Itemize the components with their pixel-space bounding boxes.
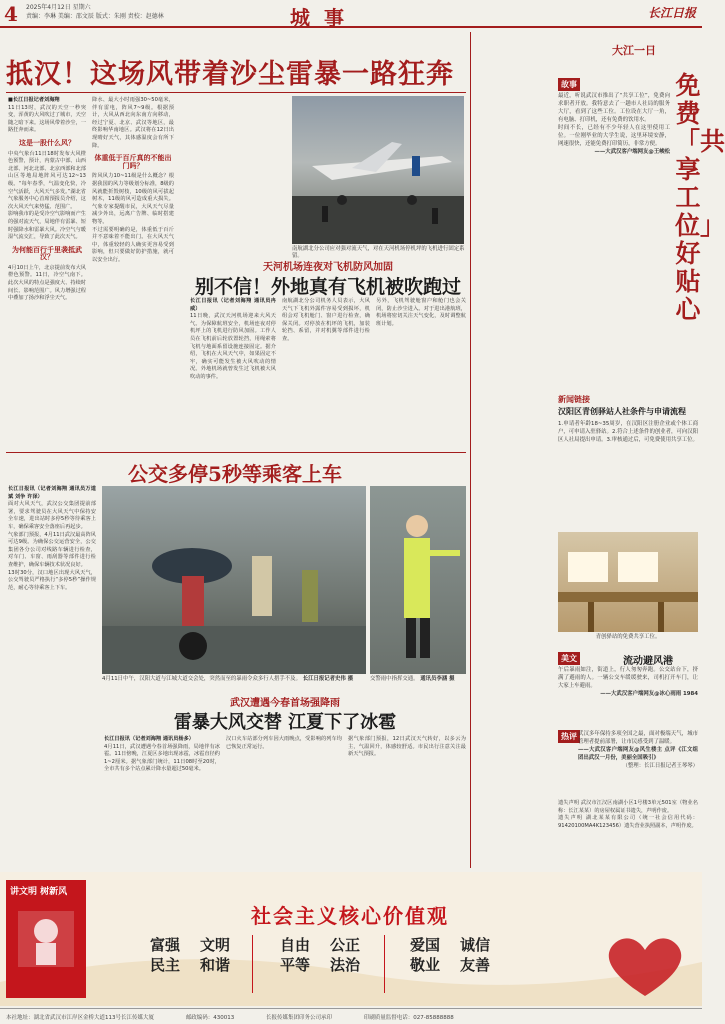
page-footer [0,1008,702,1024]
police-photo-credit: 通讯员李涵 摄 [420,676,455,682]
story4-col1 [104,736,220,846]
value-friendship: 友善 [459,956,490,974]
notice-tag: 新闻链接 [558,394,590,404]
main-headline: 抵汉！这场风带着沙尘雷暴一路狂奔 [6,59,454,90]
notice-lost-2: 遗失声明 湖北某某有限公司（统一社会信用代码：91420100MA4K123456）遗失营业执照副本，声明作废。 [558,815,698,829]
story3-col1 [8,486,96,846]
coworking-photo-caption: 青创驿站的免费共享工位。 [595,634,661,640]
rain-street-photo [102,486,366,674]
body-paragraph-2: 影响我市的是受冷空气影响而产生的强对流天气，局地伴有雷暴、短时强降水和雷暴大风。冷空气与暖湿气流交汇，导致了此次天气。 [8,211,86,241]
story4-col3: 据气象部门预报，12日武汉天气转好，以多云为主，气温回升，体感较舒适。市民出行注意关注最新天气预报。 [348,736,466,758]
sidebar-body-1: 最近，听说武汉市推出了“共享工位”，免费向求职者开放。我特意去了一趟市人社局的服务大厅，看到了这些工位。工位设在大厅一角，有电脑、打印机，还有免费的饮用水。 [558,93,670,123]
story2-kicker: 天河机场连夜对飞机防风加固 [263,262,393,273]
story4-byline: 长江日报讯（记者刘海翔 通讯员杨多） [104,736,194,742]
body-paragraph-4: 降水、最大小时雨强30~50毫米，伴有雷电，阵风7~9级。根据预计，大风从西北向东南方向移动，经过宁夏、北京、武汉等地区，最终影响华南地区。武汉将在12日出现晴好天气，其体感温度会有所下降。 [92,97,174,149]
story4-col2: 汉口火车站部分列车因大雨晚点，受影响的列车均已恢复正常运行。 [226,736,342,750]
rain-photo-credit: 长江日报记者史伟 摄 [302,676,354,682]
civility-badge [6,880,86,998]
coworking-photo [558,532,698,632]
story2-col3: 另外，飞机驾驶舱窗户和舱门也会关闭，防止沙尘进入。对于进出港航班，机场将密切关注天气变化，及时调整航班计划。 [376,298,466,327]
notice-title: 汉阳区青创驿站人社条件与申请流程 [558,406,686,416]
story2-body: 11日晚，武汉天河机场迎来大风天气。为保障航班安全，机场连夜对停机坪上的飞机进行防风加固。工作人员在飞机前后轮放置轮挡，用绳索将飞机与地面系留设施连接固定。据介绍，飞机在大风天气中，如果固定不牢，确实可能发生被大风吹动的情况。外地机场就曾发生过飞机被大风吹动的事件。 [190,313,276,380]
value-group-1-col1 [140,935,190,975]
story2-col2: 南航湖北分公司机务人员表示，大风天气下飞机外露件容易受到损坏，机组会对飞机舱门、窗户进行检查，确保关闭。对停放在机坪的飞机，加装轮挡、系留，并对机翼等部件进行检查。 [282,298,370,342]
story4-body: 4月11日，武汉遭遇今春首场强降雨，局地伴有冰雹。11日傍晚，江夏区多地出现冰雹，冰雹直径约1~2厘米。据气象部门统计，11日08时至20时，全市共有多个站点累计降水量超过50毫米。 [104,743,220,773]
traffic-police-photo [370,486,466,674]
page-number: 4 [4,2,18,26]
hot-comment-tag: 热评 [558,730,580,743]
editors-line: 责编：李琳 美编：邵文辰 版式：朱刚 责校：赵德林 [26,13,164,20]
rain-photo-caption-text: 4月11日中午，汉阳大道与江城大道交会处，突然而至的暴雨令众多行人措手不及。 [102,676,301,682]
value-integrity: 诚信 [459,936,490,954]
rain-photo-caption [102,676,366,683]
beauty-text: 午后暴雨如注，街道上，行人匆匆奔跑。公交站台下，挤满了避雨的人。一辆公交车缓缓驶来，司机打开车门，让大家上车避雨。 [558,667,698,689]
headline-rule [6,92,466,93]
civility-label: 讲文明 树新风 [10,887,68,897]
body-paragraph-5: 阵风风力10~11级是什么概念？根据我国的风力等级划分标准，8级的风就能折毁树枝，10级的风可拔起树木，11级的风可造成重大损失。气象专家提醒市民，大风天气尽量减少外出，远离广告牌、临时搭建物等。 [92,173,174,225]
sidebar-divider [470,32,471,868]
beauty-title: 流动避风港 [623,656,673,667]
traffic-police-illustration [370,486,466,674]
footer-print: 长报传媒集团印务公司承印 [266,1015,333,1021]
value-group-3-col1 [400,935,450,975]
value-democracy: 民主 [149,956,180,974]
page-header [0,0,702,28]
airport-illustration [292,96,464,244]
sidebar-credit: ——大武汉客户端网友@王峻松 [594,149,670,155]
value-group-2-col1 [270,935,320,975]
hot-comment-note: （整理：长江日报记者王琴琴） [622,763,698,769]
beauty-body [558,666,698,722]
story4-headline: 雷暴大风交替 江夏下了冰雹 [173,712,397,733]
footer-address: 本社地址：湖北省武汉市江岸区金桥大道113号长江传媒大厦 [6,1015,154,1021]
issue-date: 2025年4月12日 星期六 [26,4,91,11]
value-dedication: 敬业 [409,956,440,974]
coworking-illustration [558,532,698,632]
story2-byline: 长江日报讯（记者刘海翔 通讯员冉威） [190,298,276,312]
lead-paragraph: 11日13时，武汉的天空一秒突变，浑黄的大风吹过了城市，天空随之暗下来。这场风带着沙尘，一路狂奔而来。 [8,104,86,134]
value-freedom: 自由 [279,936,310,954]
beauty-credit: ——大武汉客户端网友@冰心雨雨 1984 [600,691,698,697]
byline: ■长江日报记者刘海翔 [8,97,60,103]
story2-headline: 别不信！外地真有飞机被吹跑过 [194,276,461,298]
beauty-tag: 美文 [558,652,580,665]
footer-postcode: 邮政编码：430013 [185,1015,235,1021]
value-rule-of-law: 法治 [329,956,360,974]
header-info [26,3,164,21]
body-paragraph-6: 不过需要明确的是，体重低于百斤并不意味着不能出门。在大风天气中，体重较轻的人确实更容易受到影响，但只要做好防护措施，就可以安全出行。 [92,226,174,263]
hot-comment-body [578,730,698,792]
sidebar-body-2: 时间不长，已经有不少年轻人在这里使用工位。一位刚毕业的大学生说，这里环境安静，网速很快，还能免费打印简历，非常方便。 [558,125,670,147]
civility-figure-icon [10,897,82,977]
hot-comment-text: 武汉多年保持多项全国之最，面对极端天气，城市管理者提前部署，让市民感受到了温暖。 [578,731,698,745]
body-paragraph-1: 中央气象台11日18时发布大风橙色预警，预计，内蒙古中部、山西北部、河北北部、北京西部和北部山区等地局地阵风可达12~13级。“每年春季，气温变化快，冷空气活跃，大风天气多发。”湖北省气象服务中心首席预报员介绍，这次大风天气来势猛、范围广。 [8,150,86,210]
sidebar-story-body [558,92,670,380]
story4-kicker: 武汉遭遇今春首场强降雨 [230,698,340,709]
story3-headline: 公交多停5秒等乘客上车 [128,462,342,486]
footer-phone: 印刷质量监督电话：027-85888888 [363,1015,454,1021]
values-separator-1 [252,935,253,993]
classified-notices [558,800,698,868]
value-justice: 公正 [329,936,360,954]
main-story-col1 [8,97,86,442]
rain-street-illustration [102,486,366,674]
story-tag: 故事 [558,78,580,91]
main-story-col2 [92,97,174,442]
story3-body2: 气象部门预报，4月11日武汉最高阵风可达9级。为确保公交运营安全，公交集团各分公司对线路车辆进行检查，对车门、车窗、雨刮器等部件进行检查维护，确保车辆技术状况良好。 [8,531,96,568]
body-paragraph-3: 4月10日上午，北京提前发布大风橙色预警。11日，冷空气南下。此次大风的特点是强度大、持续时间长、影响范围广。风力增强过程中叠加了扬沙和浮尘天气。 [8,264,86,302]
paper-logo: 长江日报 [647,6,696,20]
story3-body3: 13时30分，汉口地区出现大风天气，公交驾驶员严格执行“多停5秒”操作规范，耐心等待乘客上下车。 [8,569,96,591]
story2-col1 [190,298,276,448]
values-separator-2 [384,935,385,993]
police-photo-caption-text: 交警雨中指挥交通。 [370,676,419,682]
value-group-1-col2 [190,935,240,975]
story3-body: 面对大风天气，武汉公交集团提前部署，要求驾驶员在大风天气中保持安全车速，进出站时多停5秒等待乘客上车，确保乘客安全落座后再起步。 [8,501,96,530]
value-group-3-col2 [450,935,500,975]
airport-photo-caption: 南航湖北分公司应对强对流天气，对在天河机场停机坪的飞机进行固定系留。 [292,246,465,259]
notice-body: 1.申请者年龄18~35周岁，在汉阳区注册企业或个体工商户，可申请入驻驿站。2.符合上述条件的创业者，可向汉阳区人社局提出申请。3.审核通过后，可免费使用共享工位。 [558,421,698,443]
value-harmony: 和谐 [199,956,230,974]
subheading-2: 为何能百行千里袭抵武汉？ [12,245,82,262]
value-group-2-col2 [320,935,370,975]
police-photo-caption [370,676,466,683]
sidebar-vertical-title: 免费「共享工位」好贴心 [675,71,725,324]
subheading-3: 体重低于百斤真的不能出门吗？ [94,154,172,170]
value-prosperity: 富强 [149,936,180,954]
section-title: 城事 [290,6,358,30]
subheading-1: 这是一股什么风？ [19,138,75,147]
core-values-title: 社会主义核心价值观 [251,904,449,928]
sidebar-story-label: 大江一日 [612,44,656,57]
hot-comment-credit: ——大武汉客户端网友@风生楼主 点评《江文组团出武汉一月份，美丽全国吸引》 [578,747,698,761]
value-equality: 平等 [279,956,310,974]
value-patriotism: 爱国 [409,936,440,954]
story3-byline: 长江日报讯（记者刘海翔 通讯员万道斌 刘争 许泽） [8,486,96,500]
divider-1 [6,452,466,453]
notice-lost-1: 遗失声明 武汉市江汉区南湖小区1号楼3单元501室（物业名称：长江某某）的房屋权属证书遗失，声明作废。 [558,800,698,814]
heart-decoration-icon [600,930,690,1000]
value-civility: 文明 [199,936,230,954]
airport-photo [292,96,464,244]
